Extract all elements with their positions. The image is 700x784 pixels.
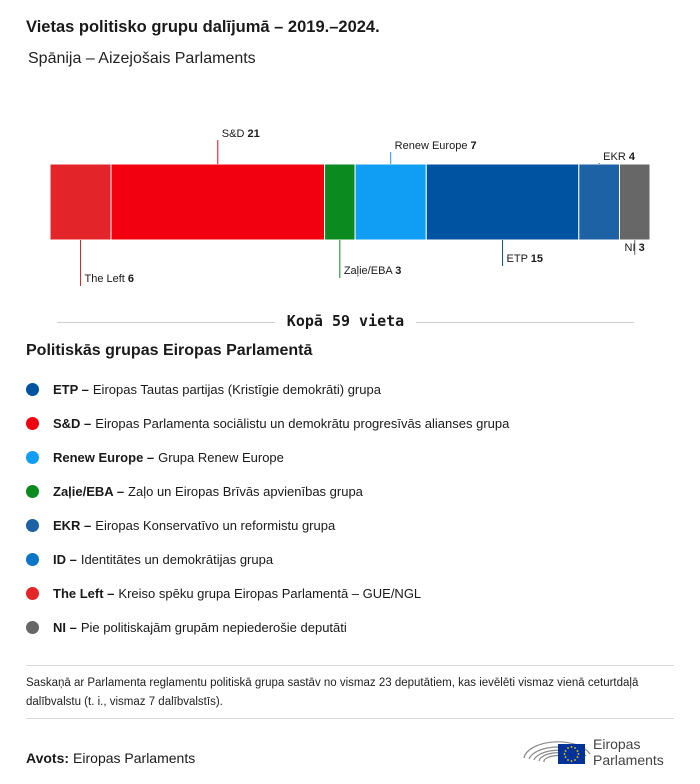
logo-text-line2: Parlaments <box>593 752 664 768</box>
bar-segment-za-ie-eba <box>325 164 356 240</box>
legend-abbr: Renew Europe – <box>53 449 155 465</box>
legend-abbr: NI – <box>53 619 77 635</box>
legend-name: Kreiso spēku grupa Eiropas Parlamentā – GUE/NGL <box>118 585 422 601</box>
legend-abbr: Zaļie/EBA – <box>53 483 125 499</box>
source <box>26 750 195 766</box>
source-value: Eiropas Parlaments <box>73 750 196 766</box>
legend-item <box>26 576 509 610</box>
legend-title: Politiskās grupas Eiropas Parlamentā <box>26 342 313 359</box>
legend-list <box>26 372 509 644</box>
legend-dot-icon <box>26 587 39 600</box>
bar-label: Zaļie/EBA 3 <box>343 265 402 277</box>
bar-label: The Left 6 <box>84 273 135 285</box>
logo-text <box>593 736 664 768</box>
legend-item <box>26 406 509 440</box>
legend-item <box>26 610 509 644</box>
bar-label: ETP 15 <box>506 253 544 265</box>
legend-dot-icon <box>26 485 39 498</box>
source-label: Avots: <box>26 750 70 766</box>
legend-item <box>26 440 509 474</box>
legend-dot-icon <box>26 553 39 566</box>
bar-segment-ekr <box>579 164 620 240</box>
divider <box>26 665 674 666</box>
legend-item <box>26 508 509 542</box>
bar-segment-etp <box>426 164 579 240</box>
legend-name: Grupa Renew Europe <box>158 449 284 465</box>
legend-item <box>26 542 509 576</box>
legend-name: Eiropas Konservatīvo un reformistu grupa <box>95 517 336 533</box>
legend-dot-icon <box>26 621 39 634</box>
bar-label: NI 3 <box>624 242 645 254</box>
bar-label: EKR 4 <box>603 151 635 163</box>
bar-segment-renew-europe <box>355 164 426 240</box>
legend-dot-icon <box>26 383 39 396</box>
bar-label: Renew Europe 7 <box>394 140 477 152</box>
legend-name: Eiropas Parlamenta sociālistu un demokrātu progresīvās alianses grupa <box>95 415 510 431</box>
legend-name: Pie politiskajām grupām nepiederošie deputāti <box>80 619 347 635</box>
bar-segment-s-d <box>111 164 325 240</box>
legend-name: Identitātes un demokrātijas grupa <box>80 551 274 567</box>
legend-name: Eiropas Tautas partijas (Kristīgie demokrāti) grupa <box>92 381 381 397</box>
legend-item <box>26 474 509 508</box>
bar-label: S&D 21 <box>221 128 260 140</box>
legend-item <box>26 372 509 406</box>
legend-abbr: The Left – <box>53 585 115 601</box>
legend-abbr: EKR – <box>53 517 92 533</box>
legend-dot-icon <box>26 417 39 430</box>
total-label: Kopā 59 vieta <box>275 312 416 330</box>
total-seats <box>57 312 634 334</box>
legend-abbr: S&D – <box>53 415 92 431</box>
legend-abbr: ETP – <box>53 381 89 397</box>
bar-segment-the-left <box>50 164 111 240</box>
chart-subtitle: Spānija – Aizejošais Parlaments <box>28 50 256 67</box>
chart-title: Vietas politisko grupu dalījumā – 2019.–2024. <box>26 18 380 36</box>
legend-name: Zaļo un Eiropas Brīvās apvienības grupa <box>128 483 363 499</box>
footnote: Saskaņā ar Parlamenta reglamentu politiskā grupa sastāv no vismaz 23 deputātiem, kas ievēlēti vismaz vienā ceturtdaļā dalībvalstu (t. i., vismaz 7 dalībvalstīs). <box>26 677 639 708</box>
divider <box>26 718 674 719</box>
legend-dot-icon <box>26 451 39 464</box>
legend-abbr: ID – <box>53 551 77 567</box>
legend-dot-icon <box>26 519 39 532</box>
stacked-bar-chart <box>0 120 700 300</box>
bar-segment-ni <box>619 164 650 240</box>
logo-text-line1: Eiropas <box>593 736 641 752</box>
